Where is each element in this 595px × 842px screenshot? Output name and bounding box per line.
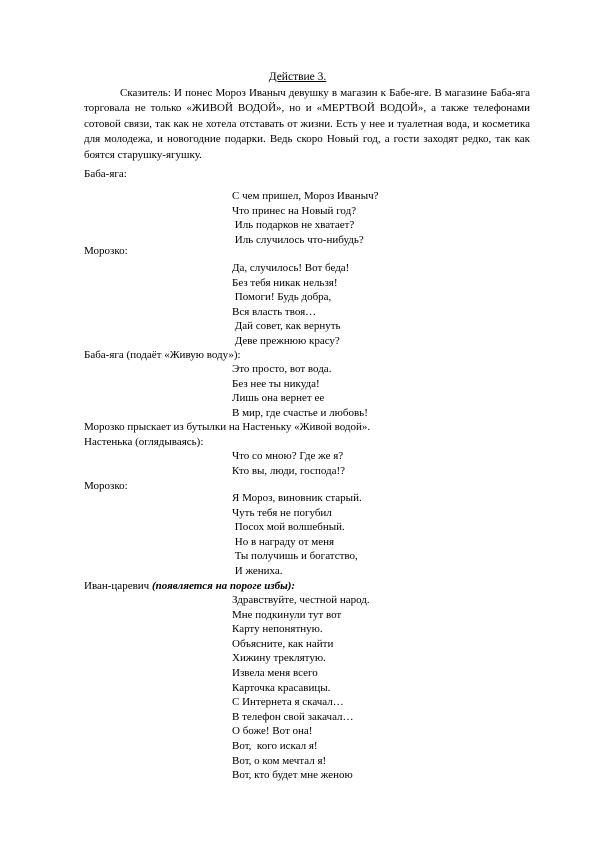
verse-line: Что со мною? Где же я? bbox=[232, 450, 344, 462]
verse-line: Вот, кого искал я! bbox=[232, 740, 318, 752]
verse-line: Здравствуйте, честной народ. bbox=[232, 594, 370, 606]
verse-line: Иль случилось что-нибудь? bbox=[232, 233, 364, 246]
verse-line: И жениха. bbox=[232, 565, 283, 577]
verse-line: Но в награду от меня bbox=[232, 535, 335, 548]
verse-line: Хижину треклятую. bbox=[232, 652, 326, 665]
speaker-baba-yaga-2: Баба-яга (подаёт «Живую воду»): bbox=[84, 349, 241, 361]
speaker-name: Иван-царевич bbox=[84, 580, 152, 592]
verse-line: Ты получишь и богатство, bbox=[232, 550, 358, 563]
speaker-remark: (появляется на пороге избы): bbox=[151, 580, 296, 592]
verse-line: Кто вы, люди, господа!? bbox=[232, 464, 346, 477]
verse-line: В телефон свой закачал… bbox=[232, 710, 354, 723]
verse-line: Деве прежнюю красу? bbox=[232, 335, 340, 347]
act-title: Действие 3. bbox=[268, 71, 327, 83]
verse-line: Без нее ты никуда! bbox=[232, 377, 320, 390]
speaker-morozko-2: Морозко: bbox=[84, 480, 128, 492]
verse-line: Дай совет, как вернуть bbox=[232, 320, 341, 333]
verse-line: Это просто, вот вода. bbox=[232, 363, 332, 375]
speaker-nastenka: Настенька (оглядываясь): bbox=[84, 436, 204, 448]
verse-line: Чуть тебя не погубил bbox=[232, 506, 332, 519]
verse-line: Извела меня всего bbox=[232, 667, 318, 679]
verse-line: Иль подарков не хватает? bbox=[232, 219, 355, 232]
verse-line: Мне подкинули тут вот bbox=[232, 608, 342, 621]
verse-line: Без тебя никак нельзя! bbox=[232, 276, 338, 289]
verse-line: О боже! Вот она! bbox=[232, 725, 313, 738]
verse-line: Помоги! Будь добра, bbox=[232, 291, 332, 304]
verse-line: Карточка красавицы. bbox=[232, 681, 331, 694]
verse-line: С Интернета я скачал… bbox=[232, 696, 344, 709]
verse-line: Вот, кто будет мне женою bbox=[232, 769, 353, 782]
speaker-morozko: Морозко: bbox=[84, 245, 128, 257]
narrator-paragraph: Сказитель: И понес Мороз Иваныч девушку в магазин к Бабе-яге. В магазине Баба-яга торговала не только «ЖИВОЙ ВОДОЙ», но и «МЕРТВОЙ ВОДОЙ», а также телефонами сотовой связи, так как не хотела отставать от жизни. Есть у нее и туалетная вода, и косметика для молодежа, и новогодние подарки. Ведь скоро Новый год, а гости заходят редко, так как боятся старушку-ягушку. bbox=[84, 87, 530, 161]
verse-line: Посох мой волшебный. bbox=[232, 521, 345, 534]
verse-line: Вот, о ком мечтал я! bbox=[232, 754, 327, 767]
speaker-ivan bbox=[84, 580, 295, 593]
speaker-baba-yaga: Баба-яга: bbox=[84, 168, 127, 180]
verse-line: Вся власть твоя… bbox=[232, 305, 317, 318]
verse-line: Что принес на Новый год? bbox=[232, 204, 357, 217]
narrator-intro bbox=[84, 86, 530, 163]
verse-line: Объясните, как найти bbox=[232, 637, 334, 650]
stage-direction: Морозко прыскает из бутылки на Настеньку «Живой водой». bbox=[84, 421, 371, 433]
verse-line: Лишь она вернет ее bbox=[232, 392, 325, 405]
verse-line: Я Мороз, виновник старый. bbox=[232, 492, 362, 504]
verse-line: С чем пришел, Мороз Иваныч? bbox=[232, 190, 379, 202]
verse-line: Да, случилось! Вот беда! bbox=[232, 262, 350, 274]
verse-line: В мир, где счастье и любовь! bbox=[232, 406, 368, 419]
verse-line: Карту непонятную. bbox=[232, 623, 323, 636]
